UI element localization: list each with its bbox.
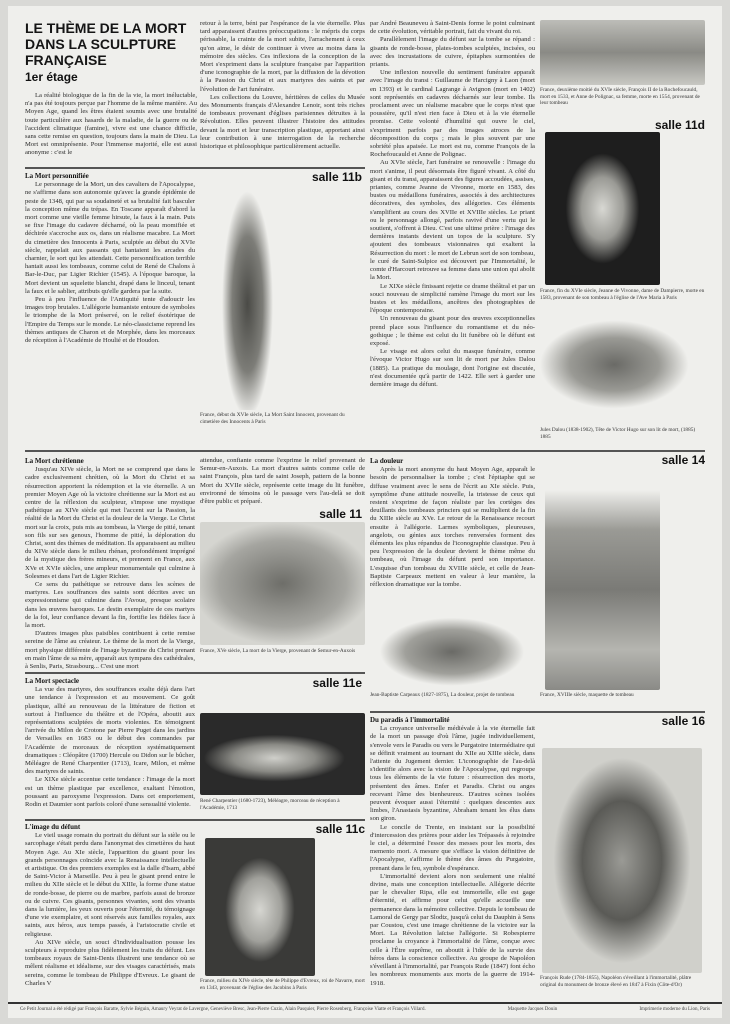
paragraph: Le vieil usage romain du portrait du défunt sur la stèle ou le sarcophage s'était perdu dans l'anonymat des cimetières du haut Moyen Age. Au XIe siècle, l'apparition du gisant pour les grands personnages coïncide avec la Renaissance intellectuelle et artistique. On des premiers exemples est la dalle d'Isarn, abbé de Saint-Victor à Marseille. Peu à peu le gisant prend entre le milieu du XIIe siècle et le début du XIIIe, la forme d'une statue de ronde-bosse, de pierre ou de marbre, parfois aussi de bronze ou de cuivre. Ces gisants, personnes vivantes, sont des vivants dans la lumière, les yeux ouverts pour l'éternité, du témoignage d'une vie exemplaire, et sont réservés aux familles royales, aux saints, aux héros, aux temps passés, à l'aristocratie civile et religieuse. xyxy=(25,832,195,938)
paragraph: Le XIXe siècle finissant rejette ce drame théâtral et par un souci nouveau de simplicité ramène l'image du mort sur les bustes et les médaillons, ancêtres des photographies de l'époque contemporaine. xyxy=(370,282,535,315)
col3-text xyxy=(370,20,535,450)
room-label: salle 16 xyxy=(661,714,705,728)
intro-col2 xyxy=(200,20,365,166)
paragraph: Parallèlement l'image du défunt sur la tombe se répand : gisants de ronde-bosse, plates-tombes sculptées, incisées, ou avec des incrustations de cuivre, épitaphes surmontées de priants. xyxy=(370,36,535,69)
paragraph: Le personnage de la Mort, un des cavaliers de l'Apocalypse, ne s'affirme dans son autonomie qu'avec la grande épidémie de peste de 1348, qui par sa soudaineté et sa brutalité fait basculer la conception même du trépas. En Toscane apparaît d'abord la mort comme une vieille femme hirsute, la faux à la main. Puis se fixe l'image du cadavre décharné, où la peau momifiée et déchirée s'accroche aux os, dans un réalisme macabre. La Mort du cimetière des Innocents à Paris, sculptée au début du XVIe siècle, rappelait aux passants qui hantaient les arcades du charnier, le sort qui les attendait. Cette personnification terrible hantait aussi les tombeaux, comme celui de René de Chalons à Bar-le-Duc, par Ligier Richier (1545). A l'époque baroque, la Mort devient un squelette blanchi, drapé dans le linceul, tenant la faux et le sablier, attributs qu'elle gardera par la suite. xyxy=(25,181,195,295)
paragraph: Peu à peu l'influence de l'Antiquité tente d'adoucir les images trop brutales. L'allégorie humaniste entoure de symboles le triomphe de la Mort préservé, on le relief ésotérique de l'Empire du Temps sur le monde. Le néo-classicisme reprend les thèmes antiques de Charon et de Morphée, dans les morceaux de réception à l'Académie de Houlié et de Houdon. xyxy=(25,296,195,345)
section-mort-spectacle xyxy=(25,677,195,817)
footer-printer: Imprimerie moderne du Lion, Paris xyxy=(639,1007,710,1012)
photo-caption: France, fin du XVIe siècle, Jeanne de Vivonne, dame de Dampierre, morte en 1583, provenant de son tombeau à l'église de l'Ave Maria à Paris xyxy=(540,288,705,301)
paragraph: par André Beauneveu à Saint-Denis forme le point culminant de cette évolution, véritable portrait, fait du vivant du roi. xyxy=(370,20,535,36)
section-image-du-defunt xyxy=(25,823,195,998)
divider xyxy=(25,672,365,674)
footer-layout: Maquette Jacques Douin xyxy=(507,1007,558,1012)
paragraph: Ce sens du pathétique se retrouve dans les scènes de martyres. Les souffrances des saints sont décrites avec un expressionnisme qui culmine dans l'Avoue, presque scolaire dans les œuvres baroques. Le destin exemplaire de ces martyrs de la foi, leur confiance devant la fin, fortifie les fidèles face à la mort. xyxy=(25,581,195,630)
photo-caption: Jules Dalou (1838-1902), Tête de Victor Hugo sur son lit de mort, (1885) 1885 xyxy=(540,427,696,440)
paragraph: Une inflexion nouvelle du sentiment funéraire apparaît avec l'image du transi : Guillaume de Harcigny à Laon (mort en 1393) et le cardinal Lagrange à Avignon (mort en 1402) sont représentés en cadavres décharnés sur leur tombe. Ils proclament avec un réalisme macabre que le corps n'est que poussière, qu'il n'est rien face à Dieu et à la vie éternelle promise. Cette volonté d'humilité qui ouvre le ciel, s'expriment parfois par des images atroces de la décomposition du corps ; mais le plus souvent par une sobriété plus apaisée. Le mort est nu, comme François de la Rochefoucauld et Anne de Polignac. xyxy=(370,69,535,159)
sculpture-photo-jeanne-de-vivonne xyxy=(545,132,660,285)
paragraph: La vue des martyres, des souffrances exalte déjà dans l'art une tendance à l'expression et au mouvement. Ce goût plastique, allié au renouveau de la littérature de fiction et surtout à l'influence du théâtre et de l'Opéra, aboutit aux représentations sculptées de morts violentes. En témoignent l'arrivée du Milon de Crotone par Pierre Puget dans les jardins de Versailles en 1683 ou le début des commandes par l'Académie de morceaux de réception systématiquement dramatiques : Cléopâtre (1700) Hercule ou Didon sur le bûcher, Méléagre de René Charpentier (1713), Icare, Milon, et même des martyres de saints. xyxy=(25,686,195,776)
room-label: salle 11b xyxy=(311,170,362,184)
section-heading: La Mort spectacle xyxy=(25,677,80,685)
sculpture-photo-mort-saint-innocent xyxy=(205,175,290,410)
section-heading: La Mort chrétienne xyxy=(25,457,84,465)
divider xyxy=(370,711,705,713)
section-heading: La Mort personnifiée xyxy=(25,172,89,180)
paragraph: attendue, confiante comme l'exprime le relief provenant de Semur-en-Auxois. La mort d'autres saints comme celle de saint François, plus tard de saint Joseph, pattern de la bonne Mort du XVIIe siècle, représente cette image du lit funèbre, environné de témoins où le passage vers l'au-delà se doit d'être public et préparé. xyxy=(200,457,365,506)
divider xyxy=(25,819,365,821)
paragraph: La croyance universelle médiévale à la vie éternelle fait de la mort un passage d'où l'âme, jugée individuellement, s'envole vers le Paradis ou vers le Purgatoire intermédiaire qui se définit vraiment au tournant du XIIe au XIIIe siècle, dans l'attente du Jugement dernier. L'iconographie de l'au-delà s'identifie alors avec la vision de l'Apocalypse, qui regroupe tous les éléments de la vie future : résurrection des morts, présentent des âmes. Enfer et Paradis. Christ ou anges recevant l'âme des bienheureux. D'autres scènes isolées peuvent évoquer aussi l'éternité : quelques descentes aux limbes, l'Anastasis byzantine, Abraham tenant les élus dans son giron. xyxy=(370,725,535,823)
section-heading: Du paradis à l'immortalité xyxy=(370,716,450,724)
room-label: salle 11d xyxy=(654,118,705,132)
intro-text xyxy=(25,92,197,158)
paragraph: Au XVIe siècle, l'art funéraire se renouvelle : l'image du mort s'anime, il peut désormais être figuré vivant. A côté du gisant et du transi, apparaissent des figures accoudées, assises, priantes, comme Jeanne de Vivonne, morte en 1583, des bustes ou médaillons funéraires, associés à des architectures décoratives, des symboles, des allégories. Ces éléments s'amplifient au cours des XVIIe et XVIIIe siècles. Le priant ou le personnage allongé, parfois ravivé d'une vertu qui le soutient, s'offrent à Dieu. C'est une ultime prière : l'image des dernières instants devient un topos de la sculpture. S'y ajoutent des tombeaux visionnaires qui exaltent la Résurrection du mort : le mort de Lebrun sort de son tombeau, le curé de Saint-Sulpice est découvert par l'Immortalité, le comte d'Harcourt retrouve sa femme dans une union qui abolit la Mort. xyxy=(370,159,535,282)
paragraph: Le visage est alors celui du masque funéraire, comme l'évoque Victor Hugo sur son lit de mort par Jules Dalou (1885). La pratique du moulage, dont l'origine est discutée, n'est documentée qu'à partir de 1422. Elle sert à garder une dernière image du défunt. xyxy=(370,348,535,388)
room-label: salle 11c xyxy=(315,822,365,836)
section-text-col2 xyxy=(200,457,365,507)
paragraph: Un renouveau du gisant pour des œuvres exceptionnelles prend place sous l'influence du romantisme et du néo-gothique ; le thème est celui du lit funèbre où le défunt est exposé. xyxy=(370,315,535,347)
sculpture-photo-mort-de-la-vierge xyxy=(200,522,365,645)
photo-caption: France, XVe siècle, La mort de la Vierge, provenant de Semur-en-Auxois xyxy=(200,648,356,654)
sculpture-photo-gisants xyxy=(540,20,705,85)
sculpture-photo-douleur-carpeaux xyxy=(372,605,532,690)
sculpture-photo-maquette-tombeau xyxy=(545,490,660,690)
sculpture-photo-napoleon-rude xyxy=(542,748,702,973)
paragraph: L'immortalité devient alors non seulement une réalité divine, mais une conception intellectuelle. Allégorie décrite par le chevalier Ripa, elle est immortelle, elle est gage d'éternité, et affirme pour celui qu'elle accueille une permanence dans la mémoire collective. Depuis le tombeau de Lamoral de Gergy par Slodtz, jusqu'à celui du Dauphin à Sens par Coustou, c'est une image chrétienne de la victoire sur la Mort. La Révolution laïcise l'allégorie. Si Robespierre proclame la croyance à l'immortalité de l'âme, conçue avec celle à l'Être suprême, on aboutit à l'idée de la survie des héros dans la conscience collective. Au groupe de Napoléon s'éveillant à l'immortalité, par François Rude (1847) font écho les nombreux monuments aux morts de la guerre de 1914-1918. xyxy=(370,872,535,987)
section-paradis-immortalite xyxy=(370,716,535,998)
paragraph: Au XIVe siècle, un souci d'individualisation pousse les sculpteurs à reproduire plus fidèlement les traits du défunt. Les tombeaux royaux de Saint-Denis illustrent une tendance où se mêlent réalisme et idéalisme, sur des visages caractérisés, mais sereins, comme le tombeau de Philippe d'Evreux. Le gisant de Charles V xyxy=(25,938,195,987)
section-heading: L'image du défunt xyxy=(25,823,81,831)
floor-subtitle: 1er étage xyxy=(25,70,78,84)
section-mort-chretienne xyxy=(25,457,195,669)
sculpture-photo-meleagre xyxy=(200,713,365,795)
section-douleur xyxy=(370,457,535,602)
section-heading: La douleur xyxy=(370,457,404,465)
paragraph: Après la mort anonyme du haut Moyen Age, apparaît le besoin de personnaliser la tombe ; c'est l'épitaphe qui se diffuse vraiment avec le sens de l'écrit au XIe siècle. Puis, symptôme d'une attitude nouvelle, la tristesse de ceux qui restent s'exprime de façon réaliste par les cortèges des deuillants des tombeaux princiers qui se multiplient de la fin du XIIIe siècle au XVe. Le retour de la Renaissance recourt ensuite à l'allégorie. Larmes symboliques, pleureuses, angelots, ou génies aux torches renversées forment des éléments les plus répandus de l'iconographie classique. Peu à peu l'expression de la douleur devient le thème même du tombeau, où l'image du défunt perd son importance. L'esquisse d'un tombeau du XVIIIe siècle, et celle de Jean-Baptiste Carpeaux mettent en valeur à leur manière, la réflexion dramatique sur la tombe. xyxy=(370,466,535,589)
room-label: salle 11 xyxy=(319,507,362,521)
paragraph: retour à la terre, béni par l'espérance de la vie éternelle. Plus tard apparaissent d'autres préoccupations : le mépris du corps périssable, la crainte de la mort subite, l'arrachement à ceux qu'on aime, le désir de continuer à vivre au moins dans la mémoire des siècles. Ces inflexions de la conception de la Mort s'expriment dans la sculpture française par l'apparition d'une iconographie de la mort, par la diffusion de la dévotion à la Passion du Christ et aux martyres des saints et par l'évolution de l'art funéraire. xyxy=(200,20,365,93)
paragraph: Jusqu'au XIVe siècle, la Mort ne se comprend que dans le cadre exclusivement chrétien, où la Mort du Christ et sa résurrection apportent la rédemption et la vie éternelle. A un premier Moyen Age où la victoire chrétienne sur la Mort est au centre de la réflexion du sculpteur, s'impose une mystique pathétique au XIVe siècle qui met l'accent sur la Passion, la réalité de la Mort du Christ et la douleur de la Vierge. Le Christ mort sur la croix, puis mis au tombeau, la Vierge de pitié, tenant son fils sur ses genoux, l'homme de pitié, la déploration du Christ, sont des thèmes de méditation. Ils apparaissent au milieu du XIVe siècle dans le milieu rhénan, profondément imprégné de la mystique des frères mineurs, et prennent en France, aux XVe et XVIe siècles, une ampleur monumentale qui culmine à Solesmes et dans l'art de Ligier Richier. xyxy=(25,466,195,580)
section-mort-personnifiee xyxy=(25,172,195,432)
room-label: salle 11e xyxy=(312,676,362,690)
photo-caption: René Charpentier (1680-1723), Méléagre, morceau de réception à l'Académie, 1713 xyxy=(200,798,340,811)
photo-caption: France, deuxième moitié du XVIe siècle, François II de la Rochefoucauld, mort en 1533, et Anne de Polignac, sa femme, morte en 1554, provenant de leur tombeau xyxy=(540,87,700,107)
sculpture-photo-philippe-d-evreux xyxy=(205,838,315,976)
title-block xyxy=(25,20,197,166)
divider xyxy=(25,167,365,169)
photo-caption: Jean-Baptiste Carpeaux (1827-1875), La douleur, projet de tombeau xyxy=(370,692,515,698)
photo-caption: France, XVIIIe siècle, maquette de tombeau xyxy=(540,692,634,698)
footer-credits: Ce Petit Journal a été rédigé par François Baratte, Sylvie Béguin, Amaury Veyrat de Lavergne, Geneviève Bresc, Jean-Pierre Cuzin, Alain Pasquier, Pierre Rosenberg, Françoise Viatte et François Villard. xyxy=(20,1007,426,1012)
page-title: LE THÈME DE LA MORT DANS LA SCULPTURE FRANÇAISE xyxy=(25,20,187,68)
photo-caption: France, début du XVIe siècle, La Mort Saint Innocent, provenant du cimetière des Innocents à Paris xyxy=(200,412,345,425)
paragraph: D'autres images plus paisibles contribuent à cette remise sereine de l'âme au créateur. Le thème de la mort de la Vierge, mort physique différente de l'image byzantine du Christ prenant en main l'âme de sa mère, apparaît aux tympans des cathédrales, à Senlis, Paris, Strasbourg... C'est une mort xyxy=(25,630,195,669)
paragraph: La réalité biologique de la fin de la vie, la mort inéluctable, n'a pas été toujours perçue par l'homme de la même manière. Au Moyen Age, quand les êtres étaient soumis avec une brutalité toute particulière aux hasards de la maladie, de la guerre ou de l'accident climatique (famine), vivre est une chance difficile, sans cette remise en question, toujours dans la main de Dieu. La Mort est omniprésente. Pour l'immense majorité, elle est aussi anonyme : c'est le xyxy=(25,92,197,157)
paragraph: Les collections du Louvre, héritières de celles du Musée des Monuments français d'Alexandre Lenoir, sont très riches de tombeaux provenant d'églises parisiennes détruites à la Révolution. Elles peuvent illustrer l'histoire des attitudes devant la mort et leur transcription plastique, apportant ainsi leur contribution à une interrogation de la recherche historique et philosophique particulièrement actuelle. xyxy=(200,93,365,151)
sculpture-photo-victor-hugo xyxy=(540,315,705,425)
footer xyxy=(8,1002,722,1016)
room-label: salle 14 xyxy=(661,453,705,467)
paragraph: Le XIXe siècle accentue cette tendance : l'image de la mort est un thème plastique par excellence, exaltant l'émotion, poussant au paroxysme l'expression. Dans cet emportement, Rodin et Daumier sont parfois coloré d'une sensualité violente. xyxy=(25,776,195,809)
photo-caption: François Rude (1784-1855), Napoléon s'éveillant à l'immortalité, plâtre original du monument de bronze élevé en 1847 à Fixin (Côte-d'Or) xyxy=(540,975,692,988)
paragraph: Le concile de Trente, en insistant sur la possibilité d'intercession des prières pour aider les Trépassés à rejoindre le ciel, a déterminé l'essor des messes pour les morts, des memento mori. A mesure que s'efface la vision définitive de l'Apocalypse, s'affirme le thème des âmes du Purgatoire, prenant dans le feu, symbole d'espérance. xyxy=(370,823,535,872)
divider xyxy=(25,450,705,452)
photo-caption: France, milieu du XIVe siècle, tête de Philippe d'Evreux, roi de Navarre, mort en 1343, provenant de l'église des Jacobins à Paris xyxy=(200,978,365,991)
